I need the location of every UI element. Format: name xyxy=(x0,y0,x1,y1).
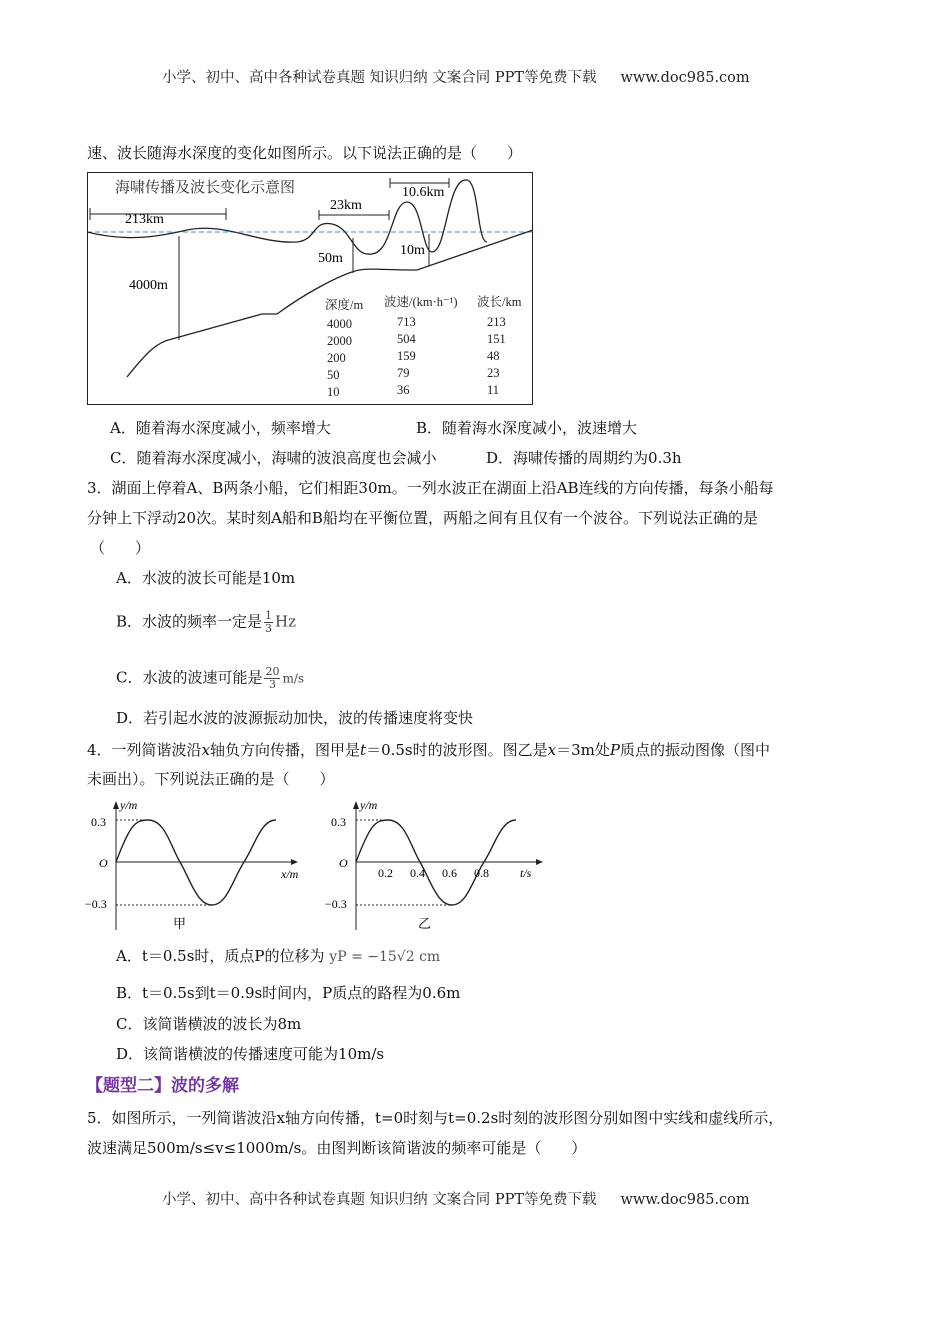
label-10-6km: 10.6km xyxy=(402,185,445,200)
svg-text:2000: 2000 xyxy=(327,334,352,348)
q3-option-a[interactable]: A．水波的波长可能是10m xyxy=(116,569,296,587)
svg-text:23: 23 xyxy=(487,366,500,380)
graph-jia xyxy=(85,795,305,935)
svg-text:0.6: 0.6 xyxy=(442,866,457,880)
page-footer xyxy=(162,1190,750,1210)
svg-text:50: 50 xyxy=(327,368,340,382)
label-50m: 50m xyxy=(318,251,343,266)
svg-text:713: 713 xyxy=(397,315,416,329)
svg-text:t/s: t/s xyxy=(520,866,532,880)
svg-text:波长/km: 波长/km xyxy=(477,295,522,309)
q3-stem-line1: 3．湖面上停着A、B两条小船，它们相距30m。一列水波正在湖面上沿AB连线的方向传播，每条小船每 xyxy=(87,479,774,497)
figure-title: 海啸传播及波长变化示意图 xyxy=(115,180,296,196)
q4-stem-line2: 未画出）。下列说法正确的是（ ） xyxy=(87,770,335,788)
svg-text:0.3: 0.3 xyxy=(331,815,346,829)
svg-text:504: 504 xyxy=(397,332,416,346)
unit: Hz xyxy=(275,612,297,631)
svg-text:O: O xyxy=(339,856,348,870)
svg-text:甲: 甲 xyxy=(173,916,187,931)
footer-text: 小学、初中、高中各种试卷真题 知识归纳 文案合同 PPT等免费下载 xyxy=(162,1192,597,1208)
header-site: www.doc985.com xyxy=(620,70,750,86)
q2-option-d[interactable]: D．海啸传播的周期约为0.3h xyxy=(486,449,682,467)
svg-text:波速/(km·h⁻¹): 波速/(km·h⁻¹) xyxy=(384,295,458,309)
q2-option-b[interactable]: B．随着海水深度减小，波速增大 xyxy=(416,419,638,437)
svg-text:x/m: x/m xyxy=(281,867,299,881)
formula: yP = −15√2 cm xyxy=(329,949,441,965)
fraction: $\frac{1}{3}$ xyxy=(265,609,273,635)
svg-text:y/m: y/m xyxy=(360,798,378,812)
label-213km: 213km xyxy=(125,212,164,227)
svg-text:4000: 4000 xyxy=(327,317,352,331)
header-text: 小学、初中、高中各种试卷真题 知识归纳 文案合同 PPT等免费下载 xyxy=(162,70,597,86)
svg-text:−0.3: −0.3 xyxy=(85,897,107,911)
svg-text:y/m: y/m xyxy=(120,798,138,812)
label-10m: 10m xyxy=(400,243,425,258)
svg-text:0.8: 0.8 xyxy=(474,866,489,880)
svg-text:213: 213 xyxy=(487,315,506,329)
footer-site: www.doc985.com xyxy=(620,1192,750,1208)
svg-text:0.4: 0.4 xyxy=(410,866,425,880)
q2-option-c[interactable]: C．随着海水深度减小，海啸的波浪高度也会减小 xyxy=(110,449,437,467)
q4-option-d[interactable]: D．该简谐横波的传播速度可能为10m/s xyxy=(116,1045,385,1063)
fraction: $\frac{20}{3}$ xyxy=(265,665,280,691)
section-heading: 【题型二】波的多解 xyxy=(86,1076,239,1096)
q4-option-b[interactable]: B．t＝0.5s到t＝0.9s时间内，P质点的路程为0.6m xyxy=(116,984,461,1002)
label-4000m: 4000m xyxy=(129,278,168,293)
option-text: C．水波的波速可能是 xyxy=(116,668,263,687)
svg-text:10: 10 xyxy=(327,385,340,399)
q3-option-b[interactable] xyxy=(116,610,296,635)
label-23km: 23km xyxy=(330,198,362,213)
svg-text:11: 11 xyxy=(487,383,500,397)
svg-text:48: 48 xyxy=(487,349,500,363)
q4-option-c[interactable]: C．该简谐横波的波长为8m xyxy=(116,1015,302,1033)
q3-stem-line2: 分钟上下浮动20次。某时刻A船和B船均在平衡位置，两船之间有且仅有一个波谷。下列说法正确的是 xyxy=(87,509,758,527)
svg-text:O: O xyxy=(99,856,108,870)
svg-text:乙: 乙 xyxy=(418,916,432,931)
svg-text:0.2: 0.2 xyxy=(378,866,393,880)
q2-option-a[interactable]: A．随着海水深度减小，频率增大 xyxy=(110,419,331,437)
q3-stem-line3: （ ） xyxy=(90,539,151,557)
svg-text:−0.3: −0.3 xyxy=(325,897,347,911)
q2-stem: 速、波长随海水深度的变化如图所示。以下说法正确的是（ ） xyxy=(87,144,523,162)
page-header xyxy=(162,68,750,88)
svg-text:深度/m: 深度/m xyxy=(325,298,364,312)
svg-text:36: 36 xyxy=(397,383,410,397)
svg-text:151: 151 xyxy=(487,332,506,346)
tsunami-figure xyxy=(87,172,533,405)
q5-stem-line2: 波速满足500m/s≤v≤1000m/s。由图判断该简谐波的频率可能是（ ） xyxy=(87,1139,587,1157)
q3-option-d[interactable]: D．若引起水波的波源振动加快，波的传播速度将变快 xyxy=(116,709,474,727)
q4-stem-line1: 4．一列简谐波沿x轴负方向传播，图甲是t＝0.5s时的波形图。图乙是x＝3m处P质点的振动图像（图中 xyxy=(87,741,770,759)
graph-yi xyxy=(325,795,550,935)
q5-stem-line1: 5．如图所示，一列简谐波沿x轴方向传播，t=0时刻与t=0.2s时刻的波形图分别如图中实线和虚线所示， xyxy=(87,1109,784,1127)
svg-text:159: 159 xyxy=(397,349,416,363)
q4-option-a[interactable]: A．t＝0.5s时，质点P的位移为 yP = −15√2 cm xyxy=(116,947,441,965)
unit: m/s xyxy=(282,671,305,686)
svg-text:0.3: 0.3 xyxy=(91,815,106,829)
svg-text:79: 79 xyxy=(397,366,410,380)
svg-text:200: 200 xyxy=(327,351,346,365)
option-text: B．水波的频率一定是 xyxy=(116,612,263,631)
q3-option-c[interactable] xyxy=(116,666,304,691)
